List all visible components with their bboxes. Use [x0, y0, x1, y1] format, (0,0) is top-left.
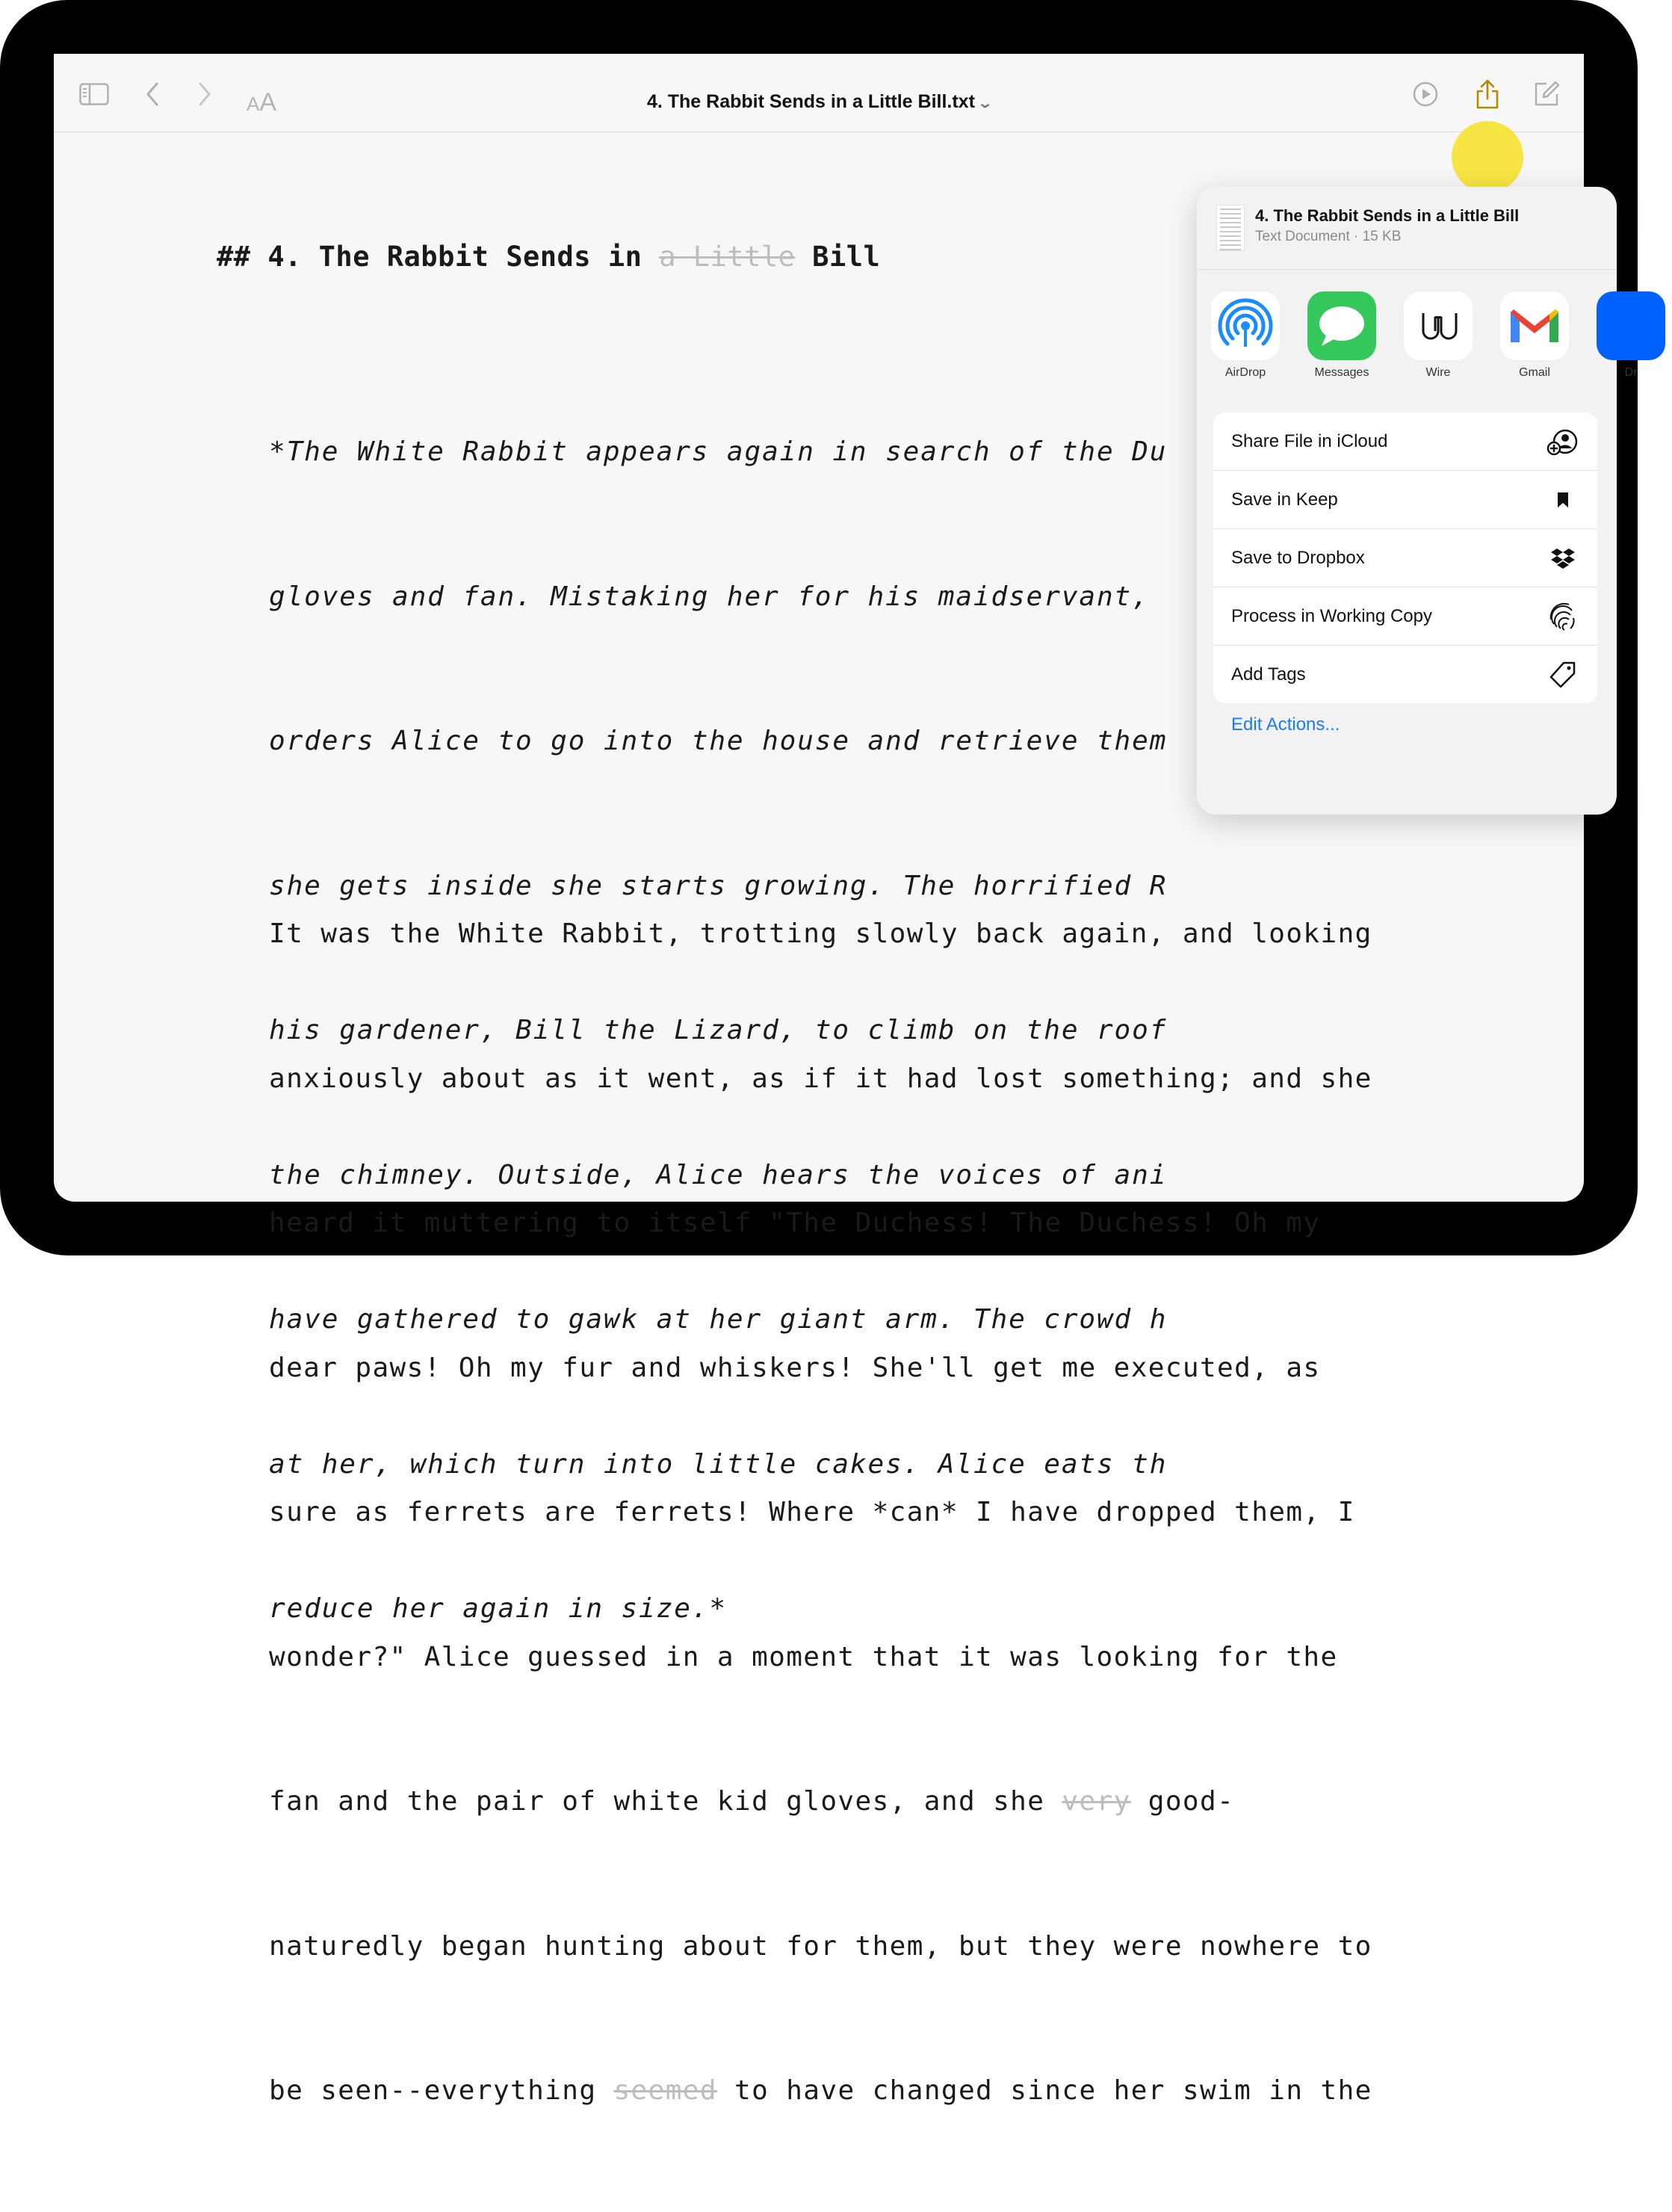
- play-icon[interactable]: [1408, 76, 1443, 112]
- text-line: naturedly began hunting about for them, but they were nowhere to: [269, 1930, 1372, 1962]
- dropbox-icon: [1546, 542, 1579, 575]
- share-app-messages[interactable]: [1301, 291, 1383, 380]
- text-line: have gathered to gawk at her giant arm. The crowd h: [269, 1304, 1168, 1335]
- action-save-keep[interactable]: [1213, 471, 1597, 529]
- text-line: wonder?" Alice guessed in a moment that it was looking for the: [269, 1641, 1338, 1672]
- document-thumbnail-icon: [1216, 205, 1245, 251]
- app-screen: [54, 54, 1638, 2106]
- action-label: Process in Working Copy: [1231, 605, 1432, 626]
- font-size-small-label: A: [247, 93, 260, 115]
- text-line: *The White Rabbit appears again in search of the Du: [269, 436, 1168, 467]
- share-sheet: [1197, 187, 1638, 815]
- font-size-big-label: A: [259, 88, 277, 117]
- share-sheet-header: [1197, 187, 1617, 270]
- wire-icon: [1404, 291, 1473, 360]
- shared-file-subtitle: Text Document · 15 KB: [1255, 229, 1402, 244]
- text-line: his gardener, Bill the Lizard, to climb on the roof: [269, 1015, 1168, 1045]
- messages-icon: [1307, 291, 1376, 360]
- heading-prefix: ## 4. The Rabbit Sends in: [217, 241, 660, 273]
- airdrop-icon: [1211, 291, 1280, 360]
- share-app-dropbox[interactable]: [1590, 291, 1672, 380]
- heading-struck-text: a Little: [659, 241, 796, 273]
- action-add-tags[interactable]: [1213, 646, 1597, 703]
- action-label: Save to Dropbox: [1231, 547, 1365, 568]
- shared-file-title: 4. The Rabbit Sends in a Little Bill: [1255, 206, 1520, 225]
- text-fragment: to have changed since her swim in the: [716, 2075, 1372, 2106]
- share-app-wire[interactable]: [1397, 291, 1479, 380]
- text-line: heard it muttering to itself "The Duchess! The Duchess! Oh my: [269, 1208, 1321, 1238]
- text-line: anxiously about as it went, as if it had lost something; and she: [269, 1063, 1372, 1094]
- text-line: orders Alice to go into the house and retrieve them: [269, 726, 1168, 756]
- text-line: dear paws! Oh my fur and whiskers! She'll get me executed, as: [269, 1352, 1321, 1383]
- bookmark-icon: [1546, 484, 1579, 516]
- text-fragment: be seen--everything: [269, 2075, 614, 2106]
- app-label: Wire: [1425, 366, 1451, 379]
- action-working-copy[interactable]: [1213, 587, 1597, 646]
- text-fragment: fan and the pair of white kid gloves, and she: [269, 1786, 1062, 1817]
- text-line: gloves and fan. Mistaking her for his maidservant,: [269, 581, 1150, 612]
- text-line: at her, which turn into little cakes. Alice eats th: [269, 1448, 1168, 1480]
- body-paragraph: [269, 814, 1372, 2212]
- action-share-icloud[interactable]: [1213, 413, 1597, 471]
- tag-icon: [1546, 658, 1579, 691]
- icloud-share-icon: [1546, 425, 1579, 458]
- compose-icon[interactable]: [1529, 76, 1564, 112]
- app-label: Gmail: [1519, 366, 1550, 379]
- share-actions-list: [1213, 413, 1597, 703]
- share-app-airdrop[interactable]: [1204, 291, 1286, 380]
- heading-suffix: Bill: [795, 241, 881, 273]
- document-heading: [217, 241, 880, 273]
- app-label: Dr: [1624, 366, 1638, 379]
- dropbox-app-icon: [1597, 291, 1665, 360]
- app-label: AirDrop: [1224, 366, 1266, 379]
- struck-word: seemed: [613, 2075, 717, 2106]
- action-label: Add Tags: [1231, 664, 1306, 685]
- text-line: sure as ferrets are ferrets! Where *can* I have dropped them, I: [269, 1497, 1355, 1527]
- document-title-text: 4. The Rabbit Sends in a Little Bill.txt: [646, 91, 975, 112]
- share-icon[interactable]: [1470, 76, 1505, 112]
- document-title[interactable]: [54, 91, 1584, 113]
- gmail-icon: [1500, 291, 1569, 360]
- chevron-down-icon: ⌄: [976, 96, 994, 111]
- action-label: Save in Keep: [1231, 489, 1338, 510]
- text-line: [269, 1778, 1372, 1826]
- text-line: [269, 2067, 1372, 2116]
- struck-word: very: [1062, 1786, 1131, 1817]
- text-line: It was the White Rabbit, trotting slowly back again, and looking: [269, 918, 1372, 949]
- app-label: Messages: [1314, 366, 1369, 379]
- edit-actions-link[interactable]: Edit Actions...: [1231, 714, 1340, 735]
- fingerprint-icon: [1546, 600, 1579, 633]
- action-label: Share File in iCloud: [1231, 430, 1388, 451]
- text-fragment: good-: [1130, 1786, 1235, 1817]
- toolbar: [54, 54, 1584, 132]
- text-line: reduce her again in size.*: [269, 1593, 727, 1624]
- text-line: she gets inside she starts growing. The horrified R: [269, 870, 1168, 901]
- share-app-gmail[interactable]: [1493, 291, 1576, 380]
- text-line: the chimney. Outside, Alice hears the voices of ani: [269, 1159, 1168, 1190]
- share-app-row: [1197, 291, 1638, 381]
- action-save-dropbox[interactable]: [1213, 529, 1597, 587]
